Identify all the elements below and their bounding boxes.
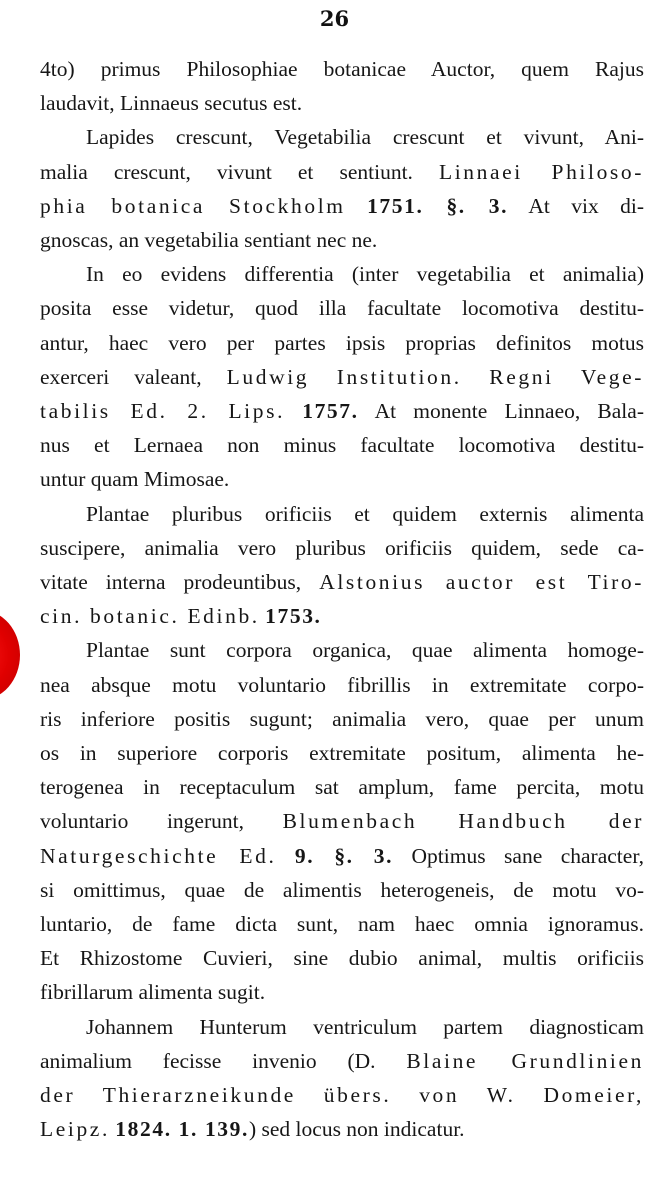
page-number: 26	[319, 6, 350, 31]
spaced-citation-text: 1757.	[302, 399, 359, 423]
text-line	[86, 1012, 644, 1046]
text-run: untur quam Mimosae.	[40, 467, 230, 491]
text-run: nea absque motu voluntario fibrillis in extremitate corpo-	[40, 673, 644, 697]
spaced-citation-text: der Thierarzneikunde übers. von W. Domeier,	[40, 1083, 644, 1107]
text-run	[276, 844, 294, 868]
text-run: At monente Linnaeo, Bala-	[358, 399, 644, 423]
text-run: malia crescunt, vivunt et sentiunt.	[40, 160, 439, 184]
text-run: Et Rhizostome Cuvieri, sine dubio animal, multis orificiis	[40, 946, 644, 970]
text-run: fibrillarum alimenta sugit.	[40, 980, 266, 1004]
text-line	[40, 738, 644, 772]
text-line	[40, 875, 644, 909]
spaced-citation-text: Leipz.	[40, 1117, 110, 1141]
text-line	[40, 1046, 644, 1080]
text-run: exerceri valeant,	[40, 365, 227, 389]
text-line	[40, 396, 644, 430]
spaced-citation-text: Alstonius auctor est Tiro-	[319, 570, 644, 594]
spaced-citation-text: cin. botanic. Edinb.	[40, 604, 260, 628]
text-line	[40, 430, 644, 464]
text-run: In eo evidens differentia (inter vegetabilia et animalia)	[86, 262, 644, 286]
red-ink-mark	[0, 610, 20, 700]
spaced-citation-text: Linnaei Philoso-	[438, 160, 644, 184]
text-run: nus et Lernaea non minus facultate locomotiva destitu-	[40, 433, 644, 457]
text-line	[40, 841, 644, 875]
text-line	[40, 1080, 644, 1114]
spaced-citation-text: Ludwig Institution. Regni Vege-	[226, 365, 644, 389]
text-line	[40, 1114, 644, 1148]
text-run: Optimus sane character,	[393, 844, 644, 868]
text-run: antur, haec vero per partes ipsis proprias definitos motus	[40, 331, 644, 355]
text-line	[86, 499, 644, 533]
text-line	[40, 977, 644, 1011]
text-run: ) sed locus non indicatur.	[248, 1117, 465, 1141]
text-line	[40, 601, 644, 635]
text-line	[40, 328, 644, 362]
text-line	[40, 362, 644, 396]
text-line	[40, 191, 644, 225]
text-run: Plantae sunt corpora organica, quae alimenta homoge-	[86, 638, 644, 662]
text-line	[40, 533, 644, 567]
text-line	[40, 704, 644, 738]
text-line	[86, 635, 644, 669]
text-line	[40, 293, 644, 327]
text-run: ris inferiore positis sugunt; animalia vero, quae per unum	[40, 707, 644, 731]
text-line	[40, 157, 644, 191]
spaced-citation-text: phia botanica Stockholm	[40, 194, 346, 218]
text-run: Plantae pluribus orificiis et quidem externis alimenta	[86, 502, 644, 526]
text-run: os in superiore corporis extremitate positum, alimenta he-	[40, 741, 644, 765]
text-run: posita esse videtur, quod illa facultate locomotiva destitu-	[40, 296, 644, 320]
text-line	[40, 670, 644, 704]
text-run: Lapides crescunt, Vegetabilia crescunt et vivunt, Ani-	[86, 125, 644, 149]
text-line	[40, 806, 644, 840]
spaced-citation-text: Naturgeschichte Ed.	[40, 844, 277, 868]
text-run: si omittimus, quae de alimentis heterogeneis, de motu vo-	[40, 878, 644, 902]
text-line	[40, 567, 644, 601]
text-line	[40, 943, 644, 977]
text-run: gnoscas, an vegetabilia sentiant nec ne.	[40, 228, 378, 252]
text-run: voluntario ingerunt,	[40, 809, 283, 833]
text-run: luntario, de fame dicta sunt, nam haec omnia ignoramus.	[40, 912, 644, 936]
text-line	[86, 259, 644, 293]
text-line	[40, 772, 644, 806]
spaced-citation-text: Blumenbach Handbuch der	[282, 809, 644, 833]
text-line	[40, 54, 644, 88]
text-run: suscipere, animalia vero pluribus orificiis quidem, sede ca-	[40, 536, 644, 560]
spaced-citation-text: 1751. §. 3.	[367, 194, 509, 218]
text-run	[346, 194, 367, 218]
text-line	[40, 88, 644, 122]
text-run: 4to) primus Philosophiae botanicae Auctor, quem Rajus	[40, 57, 644, 81]
spaced-citation-text: 1824. 1. 139.	[115, 1117, 249, 1141]
text-line	[40, 909, 644, 943]
spaced-citation-text: tabilis Ed. 2. Lips.	[40, 399, 286, 423]
spaced-citation-text: 1753.	[265, 604, 322, 628]
text-line	[86, 122, 644, 156]
text-run: animalium fecisse invenio (D.	[40, 1049, 407, 1073]
text-run	[285, 399, 302, 423]
text-run: Johannem Hunterum ventriculum partem diagnosticam	[86, 1015, 644, 1039]
text-line	[40, 464, 644, 498]
text-run: At vix di-	[508, 194, 645, 218]
text-run: vitate interna prodeuntibus,	[40, 570, 320, 594]
text-line	[40, 225, 644, 259]
text-run: laudavit, Linnaeus secutus est.	[40, 91, 303, 115]
spaced-citation-text: 9. §. 3.	[294, 844, 394, 868]
spaced-citation-text: Blaine Grundlinien	[406, 1049, 644, 1073]
text-run: terogenea in receptaculum sat amplum, fame percita, motu	[40, 775, 644, 799]
